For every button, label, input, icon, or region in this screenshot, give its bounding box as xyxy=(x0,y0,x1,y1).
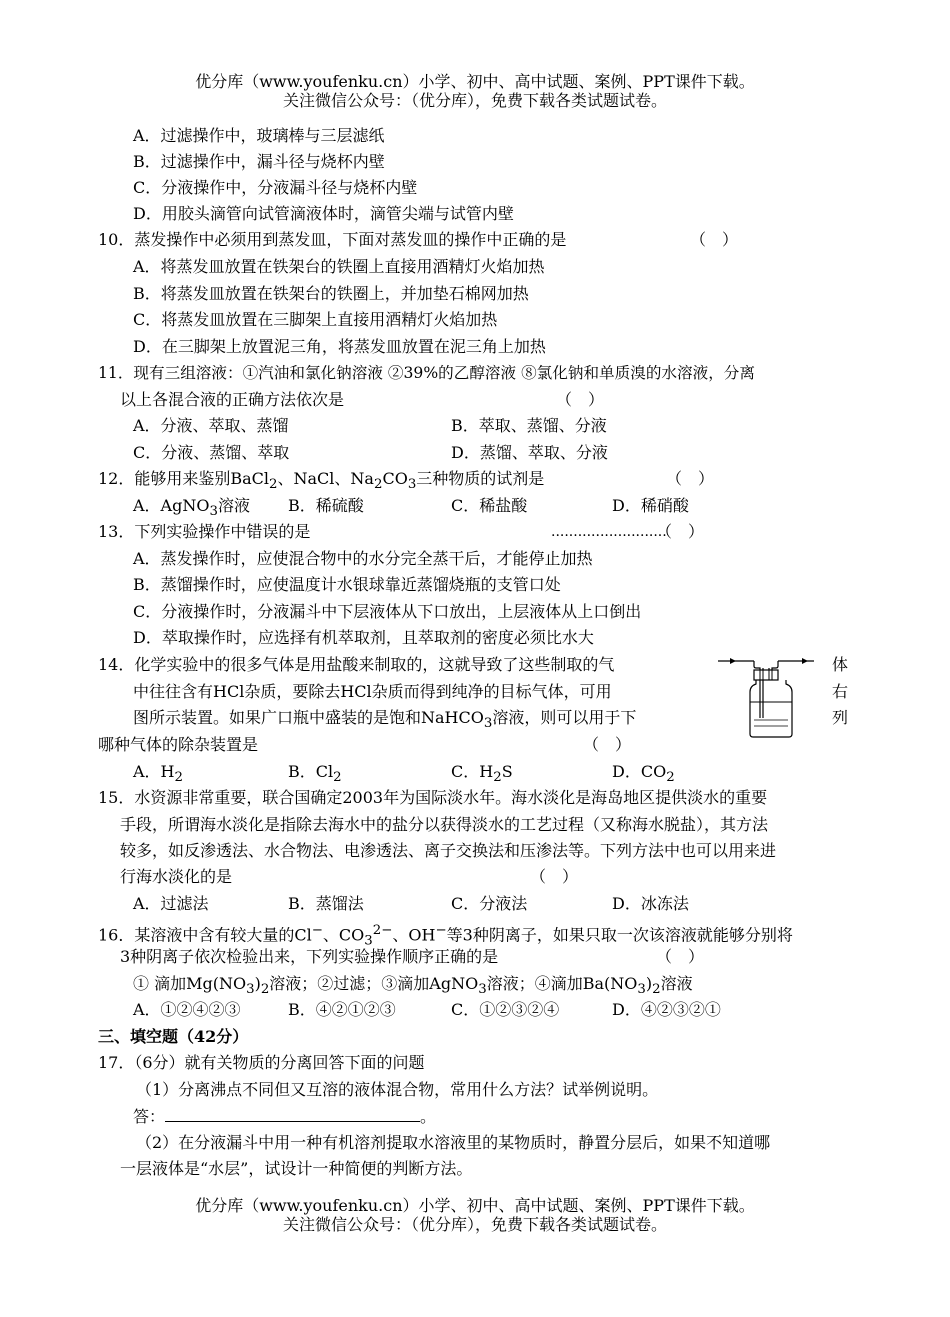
q10-answer-bracket: （ ） xyxy=(690,230,739,249)
q14-line-1: 14．化学实验中的很多气体是用盐酸来制取的，这就导致了这些制取的气 xyxy=(98,655,615,674)
q15-answer-bracket: （ ） xyxy=(530,867,579,886)
q11-option-a: A．分液、萃取、蒸馏 xyxy=(133,416,289,435)
q15-option-c: C．分液法 xyxy=(451,894,528,913)
q13-option-b: B．蒸馏操作时，应使温度计水银球靠近蒸馏烧瓶的支管口处 xyxy=(133,575,561,594)
bottle xyxy=(750,680,792,737)
q16-line-1: 16．某溶液中含有较大量的Cl−、$CO_3^{2-}$、OH−等3种阴离子，如果只取一次该溶液就能够分别将 xyxy=(98,923,793,949)
q15-line-2: 手段，所谓海水淡化是指除去海水中的盐分以获得淡水的工艺过程（又称海水脱盐），其方法 xyxy=(120,815,769,834)
footer-line-1: 优分库（www.youfenku.cn）小学、初中、高中试题、案例、PPT课件下载。 xyxy=(195,1196,755,1215)
q17-part-2-line-2: 一层液体是“水层”，试设计一种简便的判断方法。 xyxy=(120,1159,473,1178)
q11-option-d: D．蒸馏、萃取、分液 xyxy=(451,443,608,462)
stopper xyxy=(754,670,778,680)
q13-option-d: D．萃取操作时，应选择有机萃取剂，且萃取剂的密度必须比水大 xyxy=(133,628,594,647)
q12-stem: 12．能够用来鉴别BaCl$_2$、NaCl、$Na_2CO_3$三种物质的试剂是 xyxy=(98,469,545,493)
q10-option-b: B．将蒸发皿放置在铁架台的铁圈上，并加垫石棉网加热 xyxy=(133,284,529,303)
q14-line-1-end: 体 xyxy=(832,655,849,674)
q16-option-a: A．①②④②③ xyxy=(133,1000,241,1019)
gas-washing-bottle-diagram xyxy=(716,656,816,740)
q12-option-a: A．AgNO$_3$溶液 xyxy=(133,496,250,520)
q14-line-2-end: 右 xyxy=(832,682,849,701)
q15-option-b: B．蒸馏法 xyxy=(288,894,364,913)
q9-option-d: D．用胶头滴管向试管滴液体时，滴管尖端与试管内壁 xyxy=(133,204,514,223)
q13-option-a: A．蒸发操作时，应使混合物中的水分完全蒸干后，才能停止加热 xyxy=(133,549,593,568)
q13-stem: 13．下列实验操作中错误的是 xyxy=(98,522,311,541)
q11-option-b: B．萃取、蒸馏、分液 xyxy=(451,416,607,435)
q14-line-3: 图所示装置。如果广口瓶中盛装的是饱和NaHCO$_3$溶液，则可以用于下 xyxy=(133,708,637,732)
q10-option-d: D．在三脚架上放置泥三角，将蒸发皿放置在泥三角上加热 xyxy=(133,337,546,356)
q9-option-a: A．过滤操作中，玻璃棒与三层滤纸 xyxy=(133,126,385,145)
q13-option-c: C．分液操作时，分液漏斗中下层液体从下口放出，上层液体从上口倒出 xyxy=(133,602,642,621)
q17-part-1: （1）分离沸点不同但又互溶的液体混合物，常用什么方法？试举例说明。 xyxy=(136,1080,659,1099)
q10-stem: 10．蒸发操作中必须用到蒸发皿，下面对蒸发皿的操作中正确的是 xyxy=(98,230,567,249)
header-line-1: 优分库（www.youfenku.cn）小学、初中、高中试题、案例、PPT课件下载。 xyxy=(195,72,755,91)
q12-option-b: B．稀硫酸 xyxy=(288,496,364,515)
q13-answer-bracket: （ ） xyxy=(656,522,705,541)
q14-option-b: B．$Cl_2$ xyxy=(288,762,342,786)
q14-option-a: A．$H_2$ xyxy=(133,762,183,786)
q14-option-d: D．$CO_2$ xyxy=(612,762,675,786)
q16-line-3: ① 滴加$Mg(NO_3)_2$溶液；②过滤；③滴加AgNO$_3$溶液；④滴加$Ba(NO_3)_2$溶液 xyxy=(133,974,693,998)
q14-line-2: 中往往含有HCl杂质，要除去HCl杂质而得到纯净的目标气体，可用 xyxy=(133,682,612,701)
q12-option-d: D．稀硝酸 xyxy=(612,496,689,515)
q15-option-d: D．冰冻法 xyxy=(612,894,689,913)
outlet-arrow-head xyxy=(802,658,808,664)
q15-line-1: 15．水资源非常重要，联合国确定2003年为国际淡水年。海水淡化是海岛地区提供淡水的重要 xyxy=(98,788,768,807)
header-line-2: 关注微信公众号：（优分库），免费下载各类试题试卷。 xyxy=(282,91,667,110)
q17-part-2-line-1: （2）在分液漏斗中用一种有机溶剂提取水溶液里的某物质时，静置分层后，如果不知道哪 xyxy=(136,1133,771,1152)
q11-stem-line-1: 11．现有三组溶液：①汽油和氯化钠溶液 ②39%的乙醇溶液 ⑧氯化钠和单质溴的水溶液，分离 xyxy=(98,364,755,382)
q16-option-b: B．④②①②③ xyxy=(288,1000,396,1019)
q16-line-2: 3种阴离子依次检验出来，下列实验操作顺序正确的是 xyxy=(120,947,499,966)
q15-option-a: A．过滤法 xyxy=(133,894,209,913)
q16-option-d: D．④②③②① xyxy=(612,1000,721,1019)
q13-dots: .......................... xyxy=(551,524,667,540)
footer-line-2: 关注微信公众号：（优分库），免费下载各类试题试卷。 xyxy=(282,1215,667,1234)
q11-stem-line-2: 以上各混合液的正确方法依次是 xyxy=(120,390,345,409)
inlet-arrow-head xyxy=(730,658,736,664)
q12-option-c: C．稀盐酸 xyxy=(451,496,528,515)
q17-stem: 17．（6分）就有关物质的分离回答下面的问题 xyxy=(98,1053,425,1072)
q14-option-c: C．$H_2S$ xyxy=(451,762,513,786)
q17-answer-line: 答： 。 xyxy=(133,1107,437,1126)
q14-line-4: 哪种气体的除杂装置是 xyxy=(98,735,259,754)
q9-option-c: C．分液操作中，分液漏斗径与烧杯内壁 xyxy=(133,178,418,197)
q15-line-4: 行海水淡化的是 xyxy=(120,867,233,886)
q12-answer-bracket: （ ） xyxy=(666,469,715,488)
q14-line-3-end: 列 xyxy=(832,708,849,727)
q11-option-c: C．分液、蒸馏、萃取 xyxy=(133,443,290,462)
q16-answer-bracket: （ ） xyxy=(656,947,705,966)
q9-option-b: B．过滤操作中，漏斗径与烧杯内壁 xyxy=(133,152,385,171)
q10-option-a: A．将蒸发皿放置在铁架台的铁圈上直接用酒精灯火焰加热 xyxy=(133,257,545,276)
q16-option-c: C．①②③②④ xyxy=(451,1000,560,1019)
q14-answer-bracket: （ ） xyxy=(583,735,632,754)
answer-blank[interactable] xyxy=(165,1106,420,1122)
q11-answer-bracket: （ ） xyxy=(556,390,605,409)
section-3-title: 三、填空题（42分） xyxy=(98,1027,249,1046)
q10-option-c: C．将蒸发皿放置在三脚架上直接用酒精灯火焰加热 xyxy=(133,310,498,329)
q15-line-3: 较多，如反渗透法、水合物法、电渗透法、离子交换法和压渗法等。下列方法中也可以用来进 xyxy=(120,841,777,860)
